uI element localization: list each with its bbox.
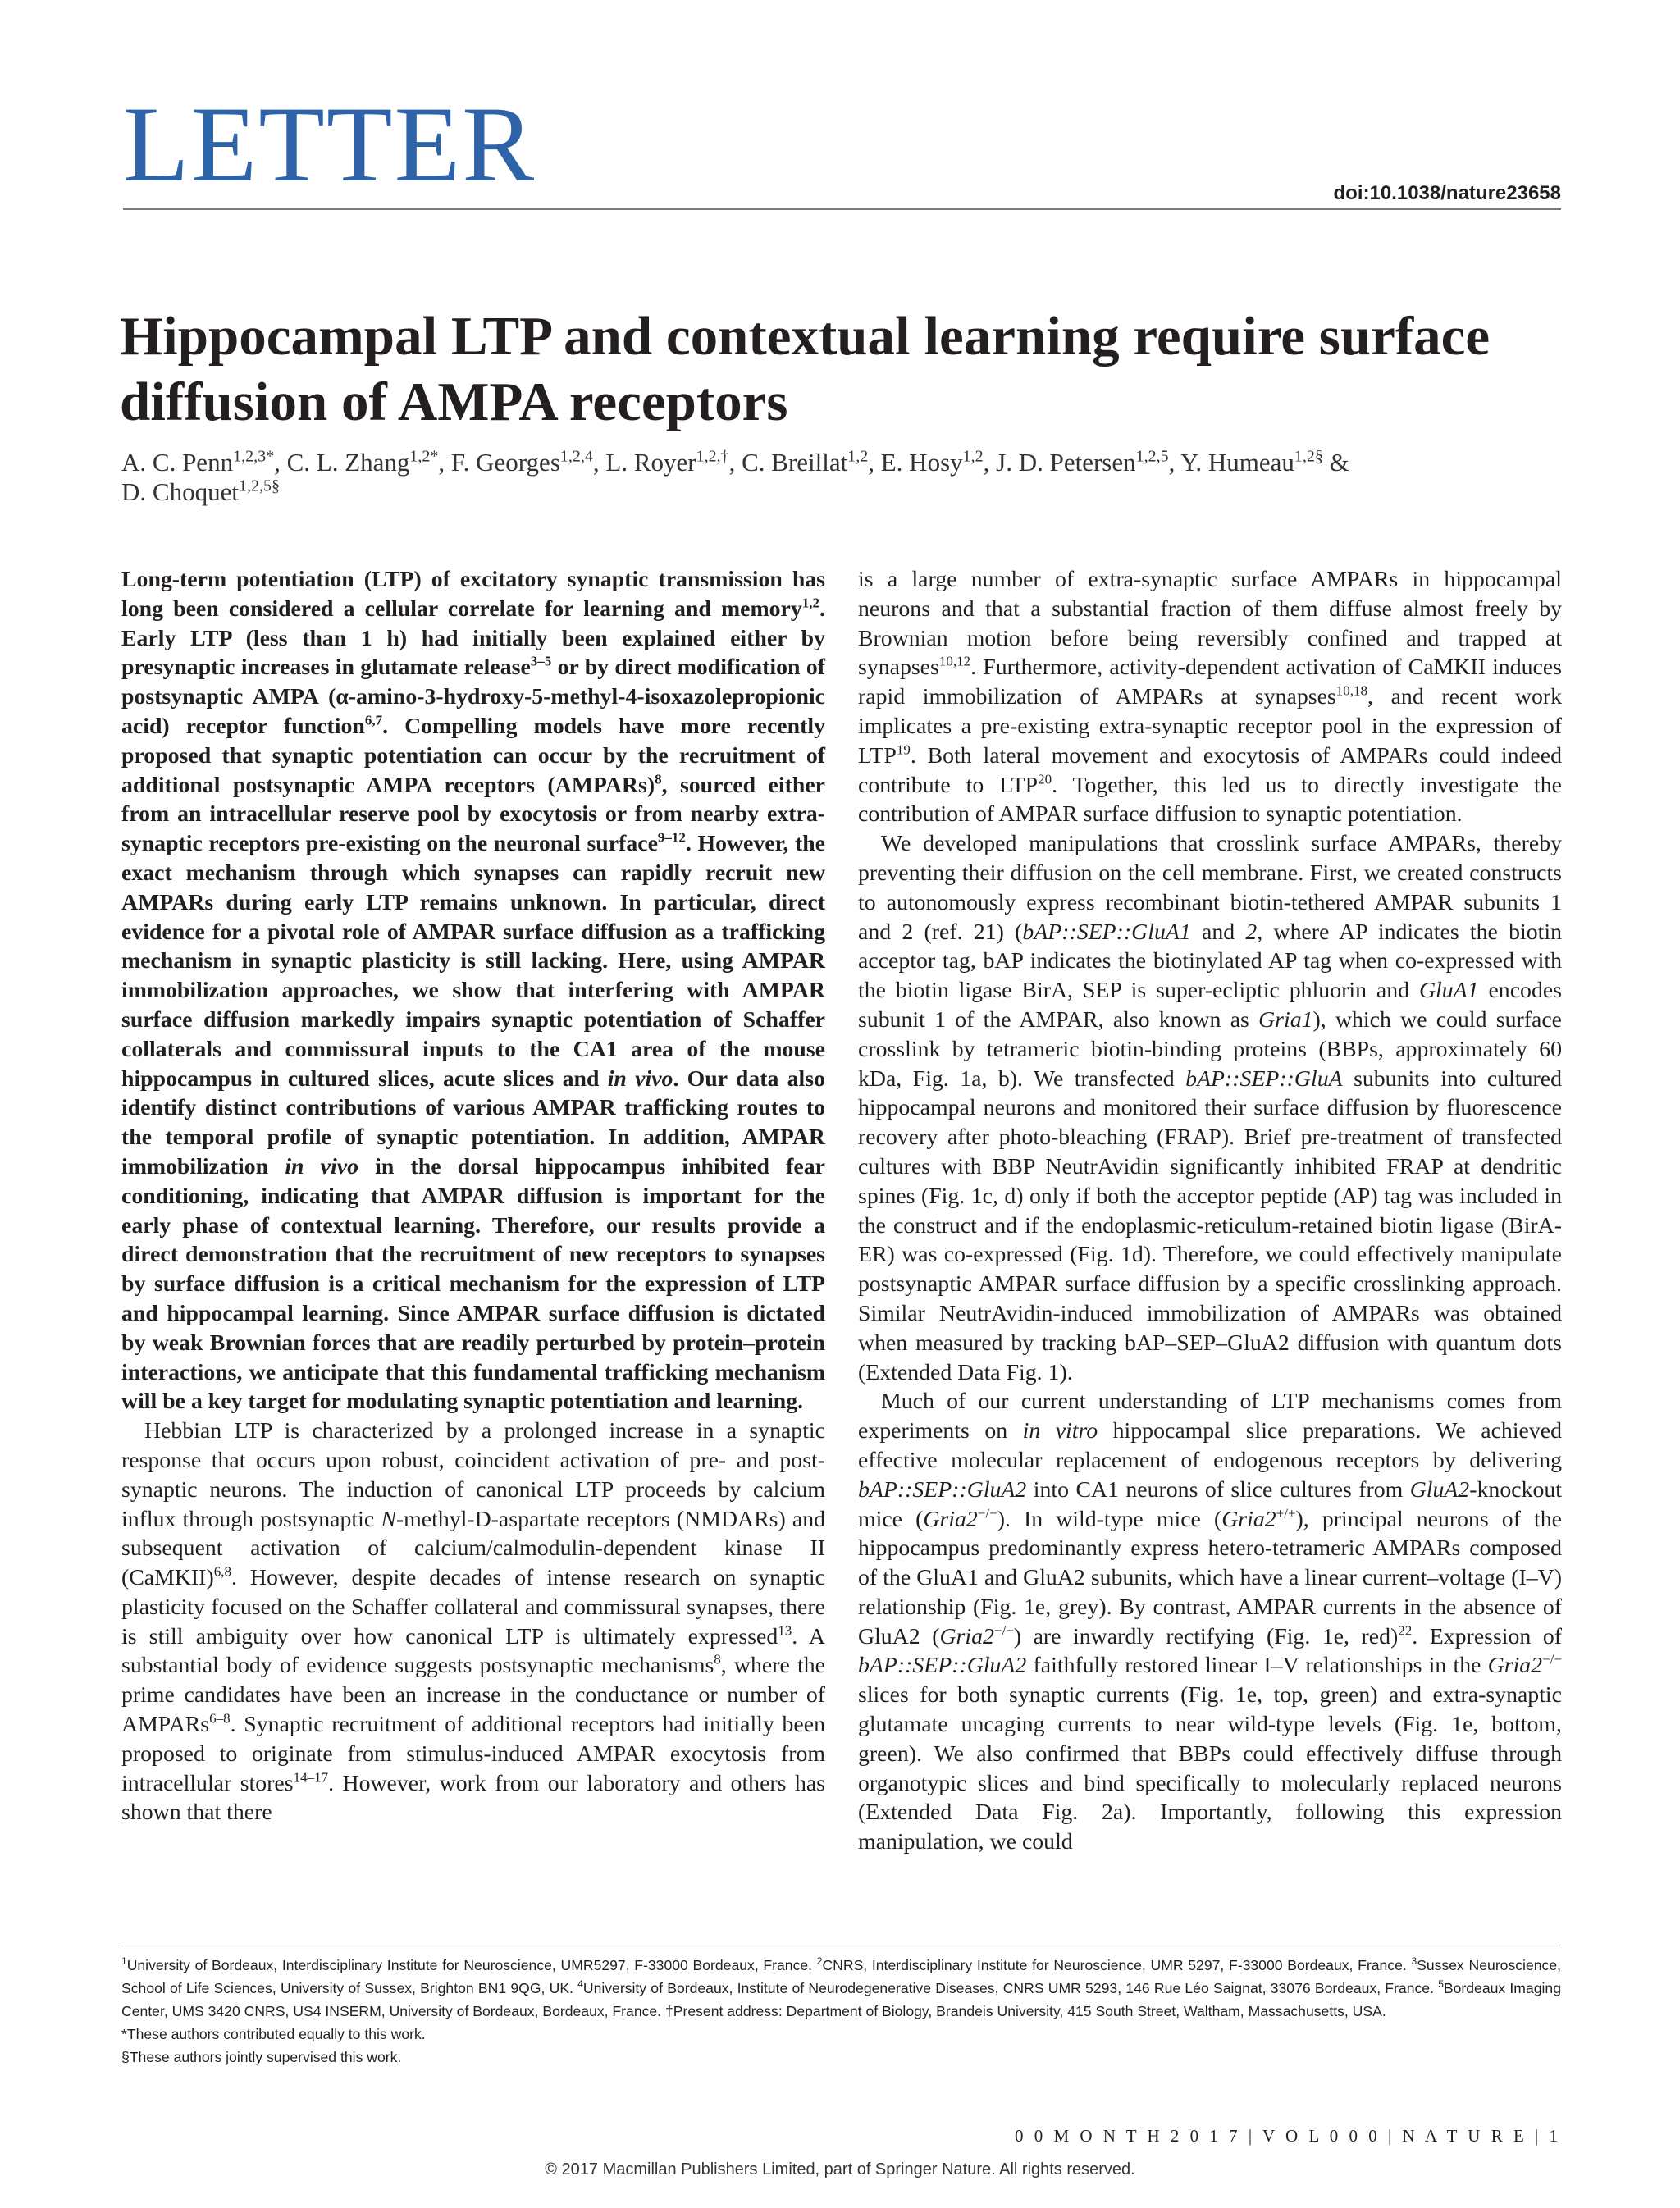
body-paragraph: Much of our current understanding of LTP mechanisms comes from experiments on in vitro hippocampal slice preparations. We achieved effective molecular replacement of endogenous receptors by delivering bAP::SEP::GluA2 into CA1 neurons of slice cultures from GluA2-knockout mice (Gria2−/−). In wild-type mice (Gria2+/+), principal neurons of the hippocampus predominantly express hetero-tetrameric AMPARs composed of the GluA1 and GluA2 subunits, which have a linear current–voltage (I–V) relationship (Fig. 1e, grey). By contrast, AMPAR currents in the absence of GluA2 (Gria2−/−) are inwardly rectifying (Fig. 1e, red)$^{22}$. Expression of bAP::SEP::GluA2 faithfully restored linear I–V relationships in the Gria2−/− slices for both synaptic currents (Fig. 1e, top, green) and extra-synaptic glutamate uncaging currents to near wild-type levels (Fig. 1e, bottom, green). We also confirmed that BBPs could effectively diffuse through organotypic slices and bind specifically to molecularly replaced neurons (Extended Data Fig. 2a). Importantly, following this expression manipulation, we could xyxy=(858,1389,1563,1855)
italic-term: bAP::SEP::GluA2 xyxy=(858,1653,1027,1679)
citation-superscript: −/− xyxy=(1542,1652,1562,1668)
affiliation-marker: 1,2,4 xyxy=(559,447,593,466)
affiliation-marker: 1,2 xyxy=(962,447,984,466)
article-title: Hippocampal LTP and contextual learning require surface diffusion of AMPA receptors xyxy=(120,306,1491,432)
citation-superscript: +/+ xyxy=(1276,1505,1296,1521)
citation-superscript: 5 xyxy=(1438,1978,1444,1991)
citation-superscript: 8 xyxy=(714,1652,721,1668)
citation-superscript: 9–12 xyxy=(657,829,686,846)
italic-term: GluA1 xyxy=(1418,978,1479,1004)
citation-superscript: 3 xyxy=(1411,1955,1418,1968)
affiliation-marker: 1,2,5§ xyxy=(238,477,280,495)
citation-superscript: 10,12 xyxy=(938,654,971,670)
author-name: D. Choquet xyxy=(121,477,239,506)
affiliation-marker: 1,2,† xyxy=(696,447,729,466)
affiliation-marker: 1,2,5 xyxy=(1135,447,1169,466)
equal-contribution-note: *These authors contributed equally to this work. xyxy=(121,2026,426,2042)
page-folio: 0 0 M O N T H 2 0 1 7 | V O L 0 0 0 | N A T U R E | 1 xyxy=(1014,2126,1561,2146)
abstract-paragraph: Long-term potentiation (LTP) of excitatory synaptic transmission has long been considered a cellular correlate for learning and memory$^{1,2}$. Early LTP (less than 1 h) had initially been explained either by presynaptic increases in glutamate release$^{3-5}$ or by direct modification of postsynaptic AMPA (α-amino-3-hydroxy-5-methyl-4-isoxazolepropionic acid) receptor function$^{6,7}$. Compelling models have more recently proposed that synaptic potentiation can occur by the recruitment of additional postsynaptic AMPA receptors (AMPARs)$^8$, sourced either from an intracellular reserve pool by exocytosis or from nearby extra-synaptic receptors pre-existing on the neuronal surface$^{9-12}$. However, the exact mechanism through which synapses can rapidly recruit new AMPARs during early LTP remains unknown. In particular, direct evidence for a pivotal role of AMPAR surface diffusion as a trafficking mechanism in synaptic plasticity is still lacking. Here, using AMPAR immobilization approaches, we show that interfering with AMPAR surface diffusion markedly impairs synaptic potentiation of Schaffer collaterals and commissural inputs to the CA1 area of the mouse hippocampus in cultured slices, acute slices and in vivo. Our data also identify distinct contributions of various AMPAR trafficking routes to the temporal profile of synaptic potentiation. In addition, AMPAR immobilization in vivo in the dorsal hippocampus inhibited fear conditioning, indicating that AMPAR diffusion is important for the early phase of contextual learning. Therefore, our results provide a direct demonstration that the recruitment of new receptors to synapses by surface diffusion is a critical mechanism for the expression of LTP and hippocampal learning. Since AMPAR surface diffusion is dictated by weak Brownian forces that are readily perturbed by protein–protein interactions, we anticipate that this fundamental trafficking mechanism will be a key target for modulating synaptic potentiation and learning. xyxy=(121,567,825,1415)
italic-term: Gria2 xyxy=(1221,1506,1276,1532)
citation-superscript: 19 xyxy=(896,741,911,758)
body-paragraph: is a large number of extra-synaptic surface AMPARs in hippocampal neurons and that a substantial fraction of them diffuse almost freely by Brownian motion before being reversibly confined and trapped at synapses$^{10,12}$. Furthermore, activity-dependent activation of CaMKII induces rapid immobilization of AMPARs at synapses$^{10,18}$, and recent work implicates a pre-existing extra-synaptic receptor pool in the expression of LTP$^{19}$. Both lateral movement and exocytosis of AMPARs could indeed contribute to LTP$^{20}$. Together, this led us to directly investigate the contribution of AMPAR surface diffusion to synaptic potentiation. xyxy=(858,567,1563,828)
citation-superscript: 20 xyxy=(1038,771,1052,787)
citation-superscript: 14–17 xyxy=(293,1769,329,1786)
author-name: A. C. Penn xyxy=(121,448,234,477)
italic-term: Gria1 xyxy=(1258,1006,1313,1033)
citation-superscript: −/− xyxy=(993,1622,1014,1639)
citation-superscript: 6,8 xyxy=(213,1563,231,1580)
citation-superscript: 3–5 xyxy=(530,654,552,670)
citation-superscript: 1,2 xyxy=(801,595,820,611)
citation-superscript: 22 xyxy=(1398,1622,1413,1639)
citation-superscript: 6,7 xyxy=(364,712,383,728)
italic-term: in vivo xyxy=(607,1065,673,1092)
italic-term: GluA2 xyxy=(1409,1476,1470,1503)
section-label: LETTER xyxy=(123,84,536,204)
italic-term: N xyxy=(381,1506,396,1532)
italic-term: Gria2 xyxy=(1487,1653,1543,1679)
author-name: J. D. Petersen xyxy=(996,448,1136,477)
italic-term: in vitro xyxy=(1022,1418,1098,1444)
citation-superscript: 1 xyxy=(121,1955,127,1968)
left-column xyxy=(121,565,825,1827)
copyright-notice: © 2017 Macmillan Publishers Limited, part of Springer Nature. All rights reserved. xyxy=(545,2160,1135,2178)
body-paragraph: Hebbian LTP is characterized by a prolonged increase in a synaptic response that occurs upon robust, coincident activation of pre- and post-synaptic neurons. The induction of canonical LTP proceeds by calcium influx through postsynaptic N-methyl-D-aspartate receptors (NMDARs) and subsequent activation of calcium/calmodulin-dependent kinase II (CaMKII)$^{6,8}$. However, despite decades of intense research on synaptic plasticity focused on the Schaffer collateral and commissural synapses, there is still ambiguity over how canonical LTP is ultimately expressed$^{13}$. A substantial body of evidence suggests postsynaptic mechanisms$^8$, where the prime candidates have been an increase in the conductance or number of AMPARs$^{6-8}$. Synaptic recruitment of additional receptors had initially been proposed to originate from stimulus-induced AMPAR exocytosis from intracellular stores$^{14-17}$. However, work from our laboratory and others has shown that there xyxy=(121,1418,825,1826)
italic-term: bAP::SEP::GluA2 xyxy=(858,1476,1027,1503)
italic-term: Gria2 xyxy=(939,1623,994,1649)
citation-superscript: 4 xyxy=(578,1978,583,1991)
citation-superscript: −/− xyxy=(977,1505,998,1521)
citation-superscript: 2 xyxy=(816,1955,823,1968)
italic-term: bAP::SEP::GluA xyxy=(1185,1065,1343,1092)
author-name: Y. Humeau xyxy=(1180,448,1294,477)
author-name: L. Royer xyxy=(605,448,696,477)
affiliations-footnote xyxy=(121,1954,1561,2069)
italic-term: 2 xyxy=(1245,919,1258,945)
author-name: E. Hosy xyxy=(880,448,963,477)
citation-superscript: 13 xyxy=(778,1622,792,1639)
right-column xyxy=(858,565,1562,1857)
affiliation-marker: 1,2,3* xyxy=(233,447,275,466)
body-paragraph: We developed manipulations that crosslink surface AMPARs, thereby preventing their diffusion on the cell membrane. First, we created constructs to autonomously express recombinant biotin-tethered AMPAR subunits 1 and 2 (ref. 21) (bAP::SEP::GluA1 and 2, where AP indicates the biotin acceptor tag, bAP indicates the biotinylated AP tag when co-expressed with the biotin ligase BirA, SEP is super-ecliptic phluorin and GluA1 encodes subunit 1 of the AMPAR, also known as Gria1), which we could surface crosslink by tetrameric biotin-binding proteins (BBPs, approximately 60 kDa, Fig. 1a, b). We transfected bAP::SEP::GluA subunits into cultured hippocampal neurons and monitored their surface diffusion by fluorescence recovery after photo-bleaching (FRAP). Brief pre-treatment of transfected cultures with BBP NeutrAvidin significantly inhibited FRAP at dendritic spines (Fig. 1c, d) only if both the acceptor peptide (AP) tag was included in the construct and if the endoplasmic-reticulum-retained biotin ligase (BirA-ER) was co-expressed (Fig. 1d). Therefore, we could effectively manipulate postsynaptic AMPAR surface diffusion by a specific crosslinking approach. Similar NeutrAvidin-induced immobilization of AMPARs was obtained when measured by tracking bAP–SEP–GluA2 diffusion with quantum dots (Extended Data Fig. 1). xyxy=(858,831,1563,1385)
citation-superscript: 6–8 xyxy=(209,1710,231,1727)
author-name: F. Georges xyxy=(450,448,560,477)
affiliation-marker: 1,2* xyxy=(409,447,439,466)
affiliations-text: $^1$University of Bordeaux, Interdisciplinary Institute for Neuroscience, UMR5297, F-33000 Bordeaux, France. $^2$CNRS, Interdisciplinary Institute for Neuroscience, UMR 5297, F-33000 Bordeaux, France. $^3$Sussex Neuroscience, School of Life Sciences, University of Sussex, Brighton BN1 9QG, UK. $^4$University of Bordeaux, Institute of Neurodegenerative Diseases, CNRS UMR 5293, 146 Rue Léo Saignat, 33076 Bordeaux, France. $^5$Bordeaux Imaging Center, UMS 3420 CNRS, US4 INSERM, University of Bordeaux, Bordeaux, France. †Present address: Department of Biology, Brandeis University, 415 South Street, Waltham, Massachusetts, USA. xyxy=(121,1955,1562,2019)
author-name: C. L. Zhang xyxy=(286,448,410,477)
joint-supervision-note: §These authors jointly supervised this work. xyxy=(121,2049,402,2065)
doi-link[interactable]: doi:10.1038/nature23658 xyxy=(1333,182,1561,204)
citation-superscript: 10,18 xyxy=(1335,682,1368,699)
author-list: A. C. Penn$^{1,2,3*}$, C. L. Zhang$^{1,2*}$, F. Georges$^{1,2,4}$, L. Royer$^{1,2,\dagger}$, C. Breillat$^{1,2}$, E. Hosy$^{1,2}$, J. D. Petersen$^{1,2,5}$, Y. Humeau$^{1,2\S}$ & D. Choquet$^{1,2,5\S}$ xyxy=(121,447,1349,506)
author-name: C. Breillat xyxy=(742,448,848,477)
italic-term: bAP::SEP::GluA1 xyxy=(1022,919,1191,945)
affiliation-marker: 1,2 xyxy=(847,447,869,466)
italic-term: in vivo xyxy=(285,1153,358,1179)
affiliation-marker: 1,2§ xyxy=(1294,447,1323,466)
italic-term: Gria2 xyxy=(923,1506,978,1532)
header-divider xyxy=(123,208,1561,210)
citation-superscript: 8 xyxy=(655,771,662,787)
